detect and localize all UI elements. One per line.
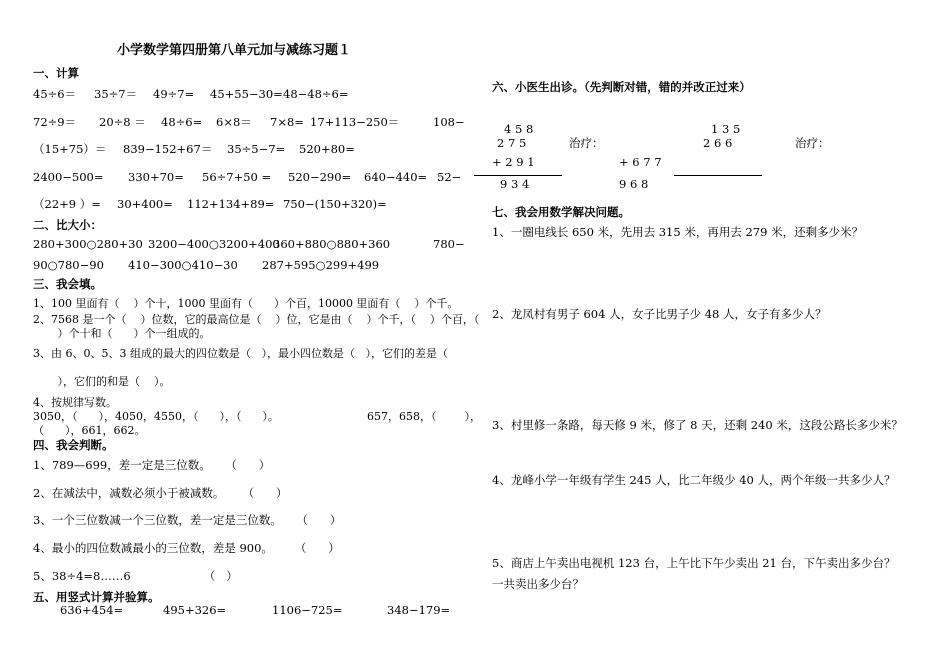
calc-item: 49÷7= [153, 87, 195, 101]
calc-item: 48−48÷6= [283, 87, 349, 101]
word-problem: 4、龙峰小学一年级有学生 245 人，比二年级少 40 人，两个年级一共多少人？ [492, 473, 896, 487]
judge-item: 4、最小的四位数减最小的三位数，差是 900。 （ ） [33, 541, 340, 555]
calc-item: 17+113−250＝ [310, 115, 400, 129]
calc-item: （15+75）＝ [33, 142, 107, 156]
page-title: 小学数学第四册第八单元加与减练习题１ [117, 43, 352, 58]
judge-item: 5、38÷4=8……6 （ ） [33, 569, 238, 583]
fill-question: 3、由 6、0、5、3 组成的最大的四位数是（ ），最小四位数是（ ），它们的差是（ [33, 347, 448, 360]
calc-item: 6×8＝ [216, 115, 252, 129]
section-6-heading: 六、小医生出诊。（先判断对错，错的并改正过来） [492, 80, 751, 94]
problem-digits: 9 6 8 [619, 177, 649, 191]
calc-item: 72÷9＝ [33, 115, 77, 129]
calc-item: （22+9 ）= [33, 197, 101, 211]
compare-item: 410−300○410−30 [128, 258, 238, 272]
calc-item: 750−(150+320)= [283, 197, 387, 211]
section-1-heading: 一、计算 [33, 66, 79, 80]
calc-item: 30+400= [117, 197, 173, 211]
judge-item: 2、在减法中，减数必须小于被减数。 （ ） [33, 486, 288, 500]
compare-item: 280+300○280+30 [33, 237, 143, 251]
fill-question: ），它们的和是（ ）。 [33, 375, 171, 388]
section-3-heading: 三、我会填。 [33, 277, 102, 291]
compare-item: 287+595○299+499 [262, 258, 380, 272]
compare-item: 3200−400○3200+400 [148, 237, 280, 251]
word-problem: 一共卖出多少台？ [492, 577, 584, 591]
section-5-heading: 五、用竖式计算并验算。 [33, 590, 160, 604]
word-problem: 1、一圈电线长 650 米，先用去 315 米，再用去 279 米，还剩多少米？ [492, 225, 864, 239]
calc-item: 56÷7+50 = [202, 170, 272, 184]
word-problem: 5、商店上午卖出电视机 123 台，上午比下午少卖出 21 台，下午卖出多少台？ [492, 556, 896, 570]
calc-item: 839−152+67＝ [123, 142, 213, 156]
problem-digits: 2 6 6 [703, 136, 733, 150]
fill-question: 1、100 里面有（ ）个十，1000 里面有（ ）个百，10000 里面有（ ）个千。 [33, 297, 459, 310]
vertical-calc-item: 636+454= [60, 603, 124, 617]
calc-item: 52− [437, 170, 462, 184]
calc-item: 35÷5−7= [227, 142, 286, 156]
fill-question: 657，658，（ ）， [367, 410, 481, 423]
judge-item: 3、一个三位数减一个三位数，差一定是三位数。 （ ） [33, 513, 342, 527]
calc-item: 48÷6= [161, 115, 203, 129]
calc-item: 2400−500= [33, 170, 104, 184]
compare-item: 780− [433, 237, 465, 251]
vertical-calc-item: 495+326= [163, 603, 227, 617]
treatment-label: 治疗： [569, 136, 604, 150]
fill-question: ）个十和（ ）个一组成的。 [33, 327, 211, 340]
calc-item: 45÷6＝ [33, 87, 77, 101]
calc-item: 520−290= [288, 170, 352, 184]
word-problem: 3、村里修一条路，每天修 9 米，修了 8 天，还剩 240 米，这段公路长多少米？ [492, 418, 903, 432]
section-7-heading: 七、我会用数学解决问题。 [492, 205, 630, 219]
calc-item: 330+70= [128, 170, 184, 184]
compare-item: 360+880○880+360 [273, 237, 391, 251]
problem-digits: 1 3 5 [711, 122, 741, 136]
answer-line [674, 175, 762, 176]
calc-item: 35÷7＝ [94, 87, 138, 101]
calc-item: 640−440= [364, 170, 428, 184]
word-problem: 2、龙凤村有男子 604 人，女子比男子少 48 人，女子有多少人？ [492, 307, 827, 321]
judge-item: 1、789—699，差一定是三位数。 （ ） [33, 458, 271, 472]
calc-item: 108− [433, 115, 465, 129]
fill-question: 2、7568 是一个（ ）位数，它的最高位是（ ）位，它是由（ ）个千，（ ）个百，（ [33, 313, 480, 326]
problem-digits: + 6 7 7 [619, 155, 662, 169]
calc-item: 20÷8 ＝ [99, 115, 146, 129]
answer-line [474, 175, 562, 176]
problem-digits: + 2 9 1 [492, 155, 535, 169]
compare-item: 90○780−90 [33, 258, 104, 272]
fill-question: （ ），661，662。 [33, 424, 146, 437]
problem-digits: 4 5 8 [504, 122, 534, 136]
problem-digits: 9 3 4 [500, 177, 530, 191]
vertical-calc-item: 1106−725= [272, 603, 343, 617]
calc-item: 45+55−30= [210, 87, 283, 101]
section-2-heading: 二、比大小： [33, 218, 102, 232]
fill-question: 3050，（ ），4050，4550，（ ），（ ）。 [33, 410, 279, 423]
section-4-heading: 四、我会判断。 [33, 438, 114, 452]
calc-item: 7×8= [270, 115, 304, 129]
calc-item: 520+80= [299, 142, 355, 156]
vertical-calc-item: 348−179= [387, 603, 451, 617]
fill-question: 4、按规律写数。 [33, 396, 117, 409]
treatment-label: 治疗： [795, 136, 830, 150]
calc-item: 112+134+89= [187, 197, 275, 211]
problem-digits: 2 7 5 [497, 136, 527, 150]
